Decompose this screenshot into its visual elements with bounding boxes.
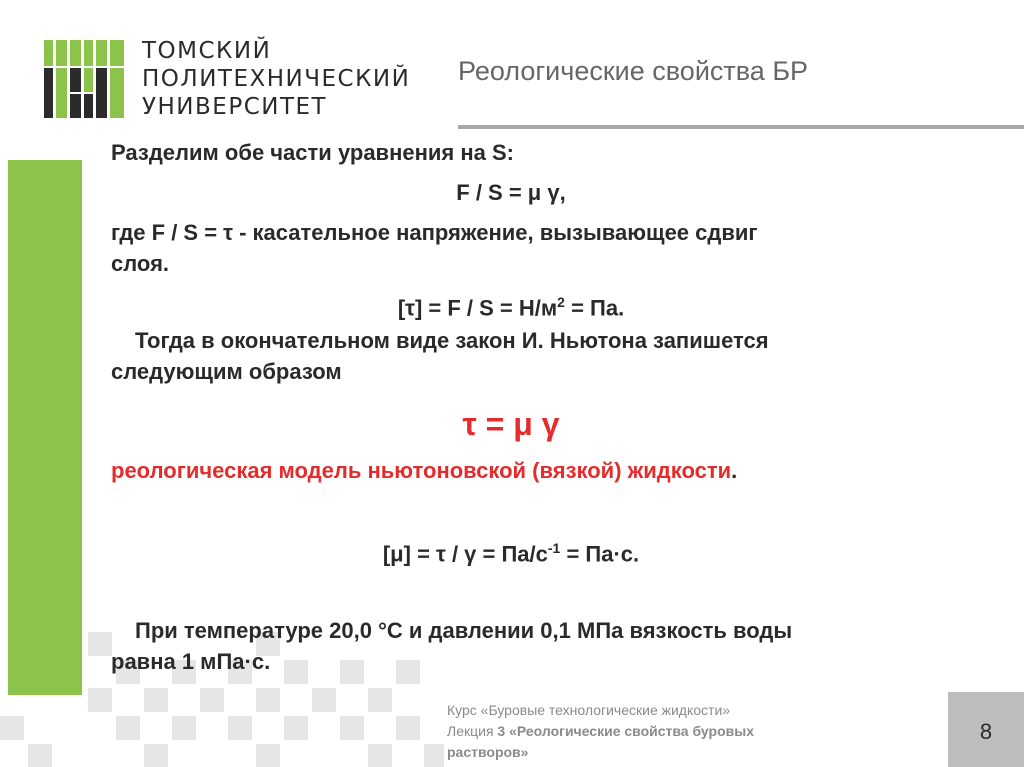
- logo-line-3: УНИВЕРСИТЕТ: [142, 94, 328, 120]
- logo-line-1: ТОМСКИЙ: [142, 38, 272, 64]
- superscript: 2: [557, 294, 565, 310]
- footer-lecture-prefix: Лекция: [447, 723, 498, 739]
- text-line: равна 1 мПа·с.: [111, 649, 271, 674]
- slide-title: Реологические свойства БР: [458, 56, 809, 86]
- equation-part: = Па.: [564, 295, 625, 321]
- newton-law-formula: τ = μ γ: [462, 406, 560, 442]
- footer-lecture: [447, 721, 867, 742]
- text-line: Разделим обе части уравнения на S:: [111, 140, 515, 165]
- text-line: следующим образом: [111, 359, 342, 384]
- equation-units-tau: [111, 288, 911, 322]
- logo-mark-icon: [44, 40, 124, 118]
- model-definition: реологическая модель ньютоновской (вязкой) жидкости: [111, 458, 732, 483]
- text-part: .: [731, 458, 738, 483]
- footer-course-info: [447, 700, 867, 763]
- logo-line-2: ПОЛИТЕХНИЧЕСКИЙ: [142, 66, 411, 92]
- equation-part: [μ] = τ / γ = Па/с: [382, 541, 548, 567]
- logo-wordmark: [142, 37, 442, 121]
- footer-lecture-title: 3 «Реологические свойства буровых: [497, 723, 754, 739]
- equation-part: = Па·с.: [560, 541, 640, 567]
- text-line: [111, 456, 737, 485]
- text-line: слоя.: [111, 251, 170, 276]
- footer-lecture-title-cont: растворов»: [447, 744, 529, 760]
- side-accent-bar: [8, 160, 82, 695]
- text-line: Тогда в окончательном виде закон И. Ньютона запишется: [135, 328, 769, 353]
- equation-units-mu: [111, 534, 911, 568]
- equation-force-per-area: F / S = μ γ,: [456, 180, 566, 205]
- page-number-box: [948, 692, 1024, 767]
- superscript: -1: [547, 540, 561, 556]
- title-divider: [458, 125, 1024, 129]
- footer-course: Курс «Буровые технологические жидкости»: [447, 702, 731, 718]
- text-line: где F / S = τ - касательное напряжение, вызывающее сдвиг: [111, 220, 758, 245]
- text-line: При температуре 20,0 °С и давлении 0,1 МПа вязкость воды: [135, 618, 793, 643]
- page-number: 8: [979, 719, 993, 744]
- equation-part: [τ] = F / S = Н/м: [397, 295, 558, 321]
